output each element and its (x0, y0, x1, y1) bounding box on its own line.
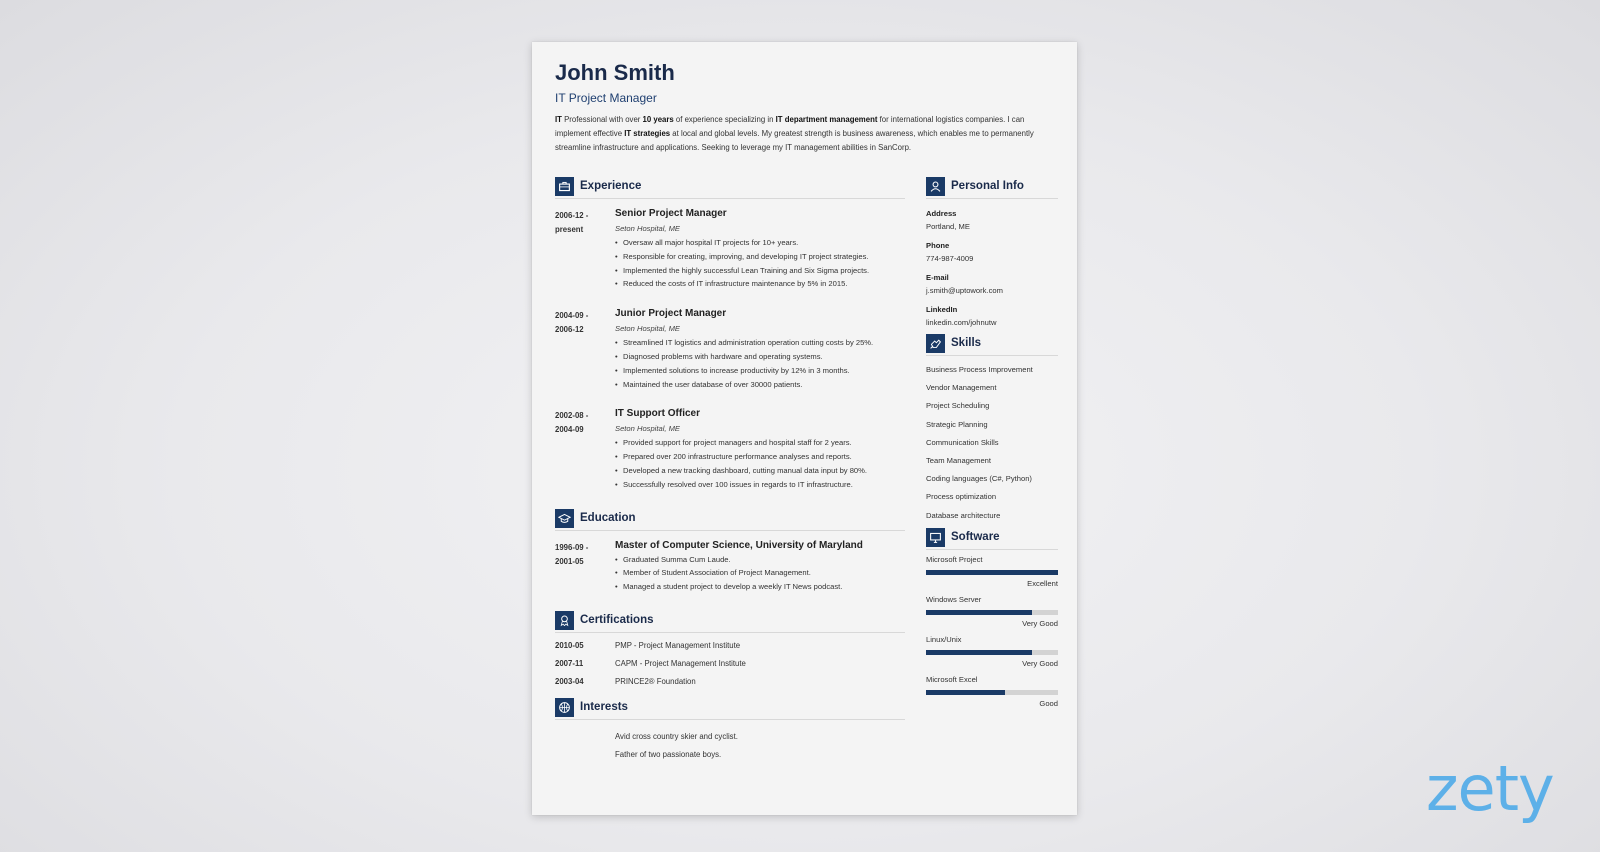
hand-icon (926, 334, 945, 353)
skills-list (926, 361, 1058, 525)
date-start: 1996-09 - (555, 542, 589, 552)
summary-segment: IT (555, 115, 562, 124)
section-title-education: Education (580, 511, 636, 524)
left-column (555, 176, 905, 764)
experience-date (555, 209, 605, 237)
certification-date: 2010-05 (555, 640, 584, 650)
basketball-icon (555, 698, 574, 717)
software-item (926, 554, 1058, 590)
briefcase-icon (555, 177, 574, 196)
experience-organization: Seton Hospital, ME (615, 424, 680, 434)
skill-item: Strategic Planning (926, 419, 988, 429)
info-value: Portland, ME (926, 222, 970, 231)
software-level-bar (926, 610, 1058, 615)
experience-date (555, 409, 605, 437)
bullet-item: • Graduated Summa Cum Laude. (615, 553, 905, 567)
education-bullets (615, 553, 905, 594)
experience-date (555, 309, 605, 337)
section-title-certifications: Certifications (580, 613, 654, 626)
info-value: linkedin.com/johnutw (926, 318, 997, 327)
date-start: 2004-09 - (555, 311, 589, 321)
certificate-icon (555, 611, 574, 630)
bullet-item: • Implemented solutions to increase productivity by 12% in 3 months. (615, 364, 905, 378)
skill-item: Database architecture (926, 510, 1001, 520)
summary-segment: for international logistics companies. I can implement effective (555, 115, 1025, 138)
certification-row (555, 659, 905, 677)
skill-item: Communication Skills (926, 437, 999, 447)
info-label: Address (926, 209, 957, 218)
software-level-fill (926, 570, 1058, 575)
interests-list (555, 728, 905, 764)
certification-name: PMP - Project Management Institute (615, 640, 741, 650)
section-title-personal-info: Personal Info (951, 180, 1024, 192)
software-level-label: Excellent (1027, 578, 1058, 588)
skill-item: Business Process Improvement (926, 365, 1033, 374)
experience-entry (555, 307, 905, 391)
section-header-education (555, 508, 905, 531)
skill-item: Project Scheduling (926, 401, 990, 411)
software-level-bar (926, 650, 1058, 655)
software-list (926, 554, 1058, 710)
experience-body (615, 307, 905, 391)
experience-list (555, 207, 905, 492)
summary-segment: at local and global levels. My greatest strength is business awareness, which enables me to permanently streamline infrastructure and applications. Seeking to leverage my IT management abilities in SanCorp. (555, 129, 1034, 152)
interest-item: Avid cross country skier and cyclist. (615, 731, 738, 741)
bullet-item: • Implemented the highly successful Lean Training and Six Sigma projects. (615, 264, 905, 278)
info-value: j.smith@uptowork.com (926, 286, 1003, 295)
section-title-experience: Experience (580, 180, 642, 192)
summary-segment: 10 years (642, 115, 674, 124)
software-level-fill (926, 650, 1032, 655)
bullet-item: • Oversaw all major hospital IT projects for 10+ years. (615, 236, 905, 250)
certification-row (555, 677, 905, 695)
certification-name: PRINCE2® Foundation (615, 676, 696, 686)
education-title: Master of Computer Science, University of Maryland (615, 539, 863, 551)
software-level-label: Good (1039, 698, 1058, 708)
bullet-item: • Provided support for project managers and hospital staff for 2 years. (615, 436, 905, 450)
bullet-item: • Maintained the user database of over 30000 patients. (615, 378, 905, 392)
certification-row (555, 641, 905, 659)
info-label: E-mail (926, 273, 949, 282)
summary-segment: IT strategies (624, 129, 671, 138)
education-body (615, 539, 905, 594)
software-level-label: Very Good (1022, 658, 1058, 668)
experience-organization: Seton Hospital, ME (615, 224, 680, 233)
software-level-fill (926, 610, 1032, 615)
software-item (926, 674, 1058, 710)
education-entry (555, 539, 905, 594)
experience-entry (555, 407, 905, 491)
bullet-item: • Managed a student project to develop a weekly IT News podcast. (615, 580, 905, 594)
software-name: Microsoft Project (926, 554, 983, 564)
software-name: Microsoft Excel (926, 674, 978, 684)
education-list (555, 539, 905, 594)
section-header-software (926, 527, 1058, 550)
experience-bullets (615, 236, 905, 291)
experience-organization: Seton Hospital, ME (615, 324, 680, 334)
bullet-item: • Developed a new tracking dashboard, cutting manual data input by 80%. (615, 464, 905, 478)
software-item (926, 594, 1058, 630)
date-start: 2002-08 - (555, 411, 589, 421)
graduation-cap-icon (555, 509, 574, 528)
date-end: present (555, 225, 584, 234)
info-value: 774-987-4009 (926, 254, 974, 263)
resume-job-title: IT Project Manager (555, 91, 657, 105)
experience-bullets (615, 436, 905, 491)
software-level-bar (926, 570, 1058, 575)
bullet-item: • Responsible for creating, improving, and developing IT project strategies. (615, 250, 905, 264)
skill-item: Team Management (926, 456, 992, 466)
date-end: 2006-12 (555, 325, 584, 335)
bullet-item: • Diagnosed problems with hardware and operating systems. (615, 350, 905, 364)
section-header-personal-info (926, 176, 1058, 199)
certifications-list (555, 641, 905, 695)
software-item (926, 634, 1058, 670)
software-level-bar (926, 690, 1058, 695)
interest-item: Father of two passionate boys. (615, 749, 722, 759)
resume-summary (555, 113, 1053, 155)
experience-body (615, 207, 905, 291)
resume-page (532, 42, 1077, 815)
section-title-skills: Skills (951, 337, 982, 349)
certification-name: CAPM - Project Management Institute (615, 658, 746, 668)
certification-date: 2003-04 (555, 676, 584, 686)
section-header-experience (555, 176, 905, 199)
monitor-icon (926, 528, 945, 547)
software-name: Linux/Unix (926, 634, 962, 644)
experience-bullets (615, 336, 905, 391)
date-end: 2001-05 (555, 556, 584, 566)
summary-segment: IT department management (775, 115, 878, 124)
personal-info-list (926, 207, 1058, 329)
software-name: Windows Server (926, 594, 982, 604)
education-date (555, 541, 605, 569)
resume-name: John Smith (555, 60, 675, 85)
info-label: LinkedIn (926, 305, 958, 314)
info-label: Phone (926, 241, 950, 250)
software-level-label: Very Good (1022, 618, 1058, 628)
section-header-skills (926, 333, 1058, 356)
bullet-item: • Member of Student Association of Project Management. (615, 566, 905, 580)
experience-title: Senior Project Manager (615, 208, 727, 219)
section-header-certifications (555, 610, 905, 633)
certification-date: 2007-11 (555, 658, 584, 668)
section-title-software: Software (951, 530, 1000, 543)
user-icon (926, 177, 945, 196)
summary-segment: of experience specializing in (673, 115, 776, 124)
bullet-item: • Streamlined IT logistics and administration operation cutting costs by 25%. (615, 336, 905, 350)
experience-title: Junior Project Manager (615, 308, 727, 320)
skill-item: Process optimization (926, 492, 997, 502)
section-title-interests: Interests (580, 700, 628, 713)
date-end: 2004-09 (555, 425, 584, 435)
right-column (926, 176, 1058, 714)
skill-item: Coding languages (C#, Python) (926, 474, 1032, 484)
software-level-fill (926, 690, 1005, 695)
section-header-interests (555, 697, 905, 720)
date-start: 2006-12 - (555, 211, 589, 220)
experience-title: IT Support Officer (615, 408, 700, 420)
bullet-item: • Successfully resolved over 100 issues in regards to IT infrastructure. (615, 478, 905, 492)
experience-entry (555, 207, 905, 291)
skill-item: Vendor Management (926, 383, 997, 393)
bullet-item: • Prepared over 200 infrastructure performance analyses and reports. (615, 450, 905, 464)
bullet-item: • Reduced the costs of IT infrastructure maintenance by 5% in 2015. (615, 277, 905, 291)
zety-logo: zety (1426, 752, 1554, 825)
summary-segment: Professional with over (561, 115, 643, 124)
experience-body (615, 407, 905, 491)
